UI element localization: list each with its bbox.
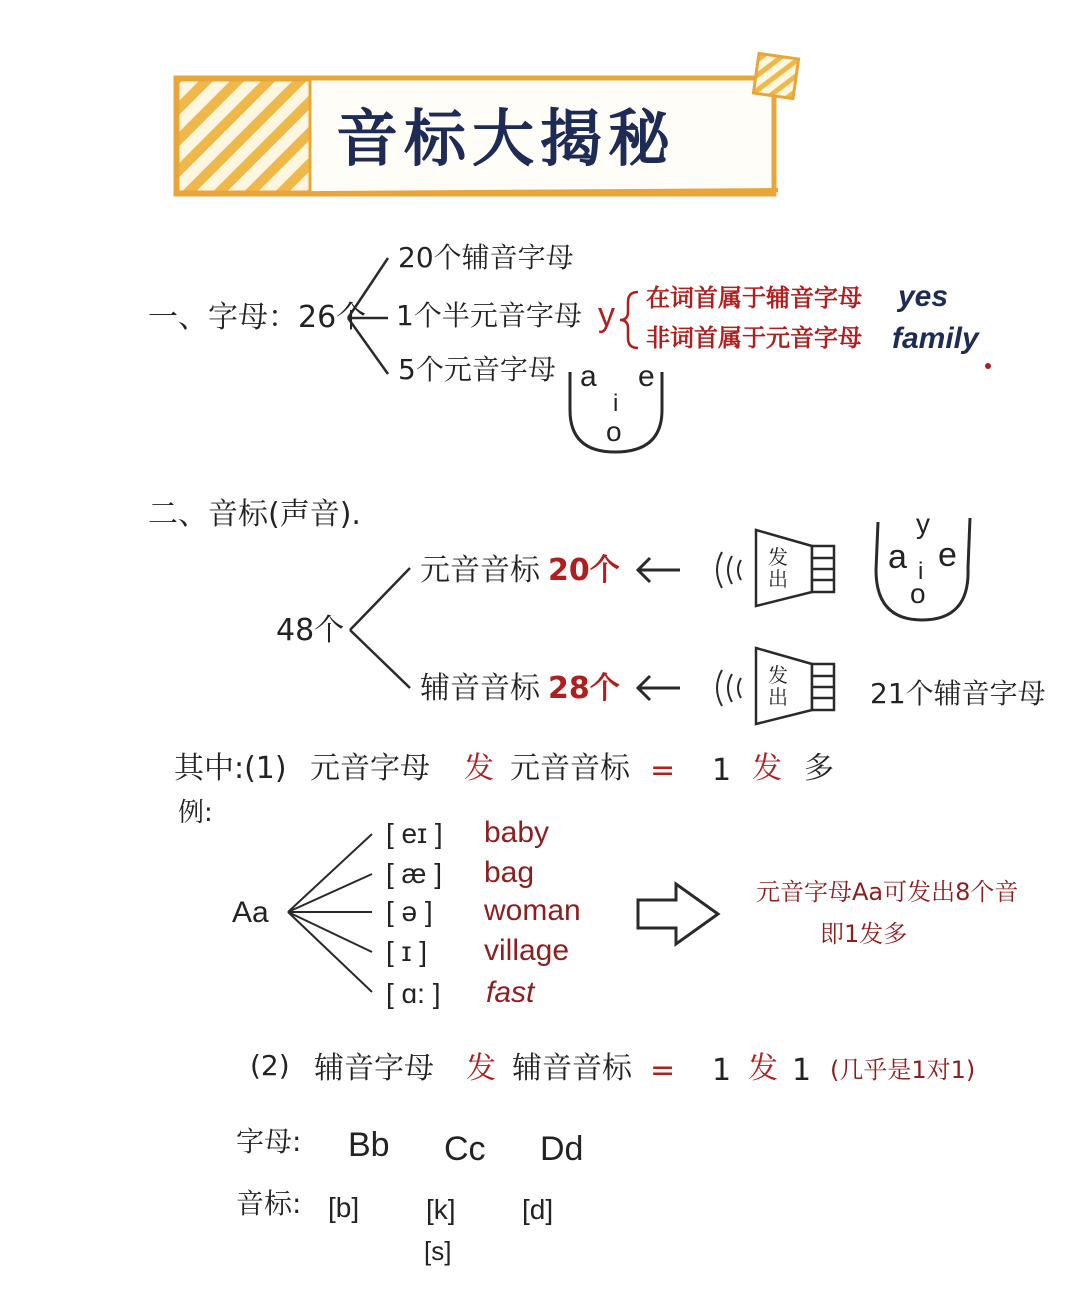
section2-branch-lines (350, 568, 410, 688)
word-row-3: woman (484, 894, 581, 927)
rule2-one-2: 1 (792, 1053, 812, 1088)
rule1-vowel-letter: 元音字母 (310, 751, 430, 786)
word-row-4: village (484, 934, 570, 967)
letter-dd: Dd (540, 1130, 584, 1168)
rule2-one: 1 (712, 1053, 732, 1088)
rule1-many: 多 (804, 751, 834, 786)
rule1-one: 1 (712, 753, 732, 788)
y-brace (620, 292, 638, 348)
y-letter: y (598, 296, 615, 334)
vowel2-e: e (938, 536, 957, 574)
phonetic-total: 48个 (276, 613, 345, 648)
letters-label: 字母: (236, 1125, 302, 1158)
branch-vowel-letters: 5个元音字母 (398, 353, 556, 386)
consonant-phonetics-label: 辅音音标 (420, 671, 540, 706)
vowel-phonetics-count: 20个 (548, 553, 620, 588)
rule1-vowel-phonetic: 元音音标 (510, 751, 630, 786)
vowel-a: a (580, 360, 597, 393)
phonetic-k: [k] (426, 1194, 456, 1225)
phonetic-b: [b] (328, 1192, 360, 1223)
red-dot (985, 363, 991, 369)
phonetic-d: [d] (522, 1194, 554, 1225)
rule2-note: (几乎是1对1) (830, 1056, 976, 1084)
sound-waves (717, 552, 741, 706)
section1-label: 一、字母：26个 (148, 300, 367, 335)
branch-consonant-letters: 20个辅音字母 (398, 241, 574, 274)
vowel2-i: i (918, 558, 924, 585)
y-rule-non-initial: 非词首属于元音字母 (646, 324, 862, 352)
branch-semivowel-letter: 1个半元音字母 (396, 299, 582, 332)
phonetic-s: [s] (424, 1236, 452, 1266)
ipa-row-1: [ eɪ ] (386, 818, 443, 849)
aa-note-line1: 元音字母Aa可发出8个音 (756, 878, 1019, 906)
example-family: family (892, 322, 979, 355)
example-yes: yes (898, 280, 949, 313)
y-rule-initial: 在词首属于辅音字母 (646, 284, 862, 312)
word-row-1: baby (484, 816, 550, 849)
word-row-2: bag (484, 856, 535, 889)
rule2-equals: = (650, 1053, 676, 1088)
vowel-o: o (606, 416, 622, 447)
ipa-row-4: [ ɪ ] (386, 936, 428, 967)
word-row-5: fast (486, 976, 535, 1009)
letter-cc: Cc (444, 1130, 486, 1168)
speaker-text-2: 发出 (768, 663, 788, 709)
letter-bb: Bb (348, 1126, 390, 1164)
rule2-consonant-letter: 辅音字母 (314, 1051, 434, 1086)
ipa-row-2: [ æ ] (386, 858, 443, 889)
vowel-e: e (638, 360, 655, 393)
vowel2-o: o (910, 578, 926, 609)
consonant-phonetics-count: 28个 (548, 671, 620, 706)
corner-tab (753, 53, 798, 98)
rule2-consonant-phonetic: 辅音音标 (512, 1051, 632, 1086)
right-hollow-arrow (638, 884, 718, 944)
vowel2-a: a (888, 538, 907, 576)
rule2-produce-2: 发 (748, 1051, 778, 1086)
rule1-equals: = (650, 753, 676, 788)
aa-note-line2: 即1发多 (820, 920, 908, 948)
example-label: 例: (178, 798, 213, 828)
page-title: 音标大揭秘 (336, 102, 677, 175)
vowel-phonetics-label: 元音音标 (420, 553, 540, 588)
speaker-text-1: 发出 (768, 545, 788, 591)
vowel-i: i (613, 390, 619, 417)
consonant-letters-note: 21个辅音字母 (870, 677, 1046, 710)
left-arrows (638, 558, 680, 700)
ipa-row-3: [ ə ] (386, 896, 433, 927)
phonetics-label: 音标: (236, 1187, 302, 1220)
vowel2-y: y (916, 508, 930, 539)
rule1-produce: 发 (464, 751, 494, 786)
section2-label: 二、音标(声音). (148, 497, 361, 532)
striped-block (178, 80, 310, 192)
rule2-prefix: (2) (250, 1049, 290, 1082)
rule1-produce-2: 发 (752, 751, 782, 786)
rule1-prefix: 其中:(1) (174, 751, 287, 786)
rule2-produce: 发 (466, 1051, 496, 1086)
aa-fan-lines (288, 834, 372, 992)
letter-aa: Aa (232, 896, 269, 929)
ipa-row-5: [ ɑ: ] (386, 978, 441, 1009)
